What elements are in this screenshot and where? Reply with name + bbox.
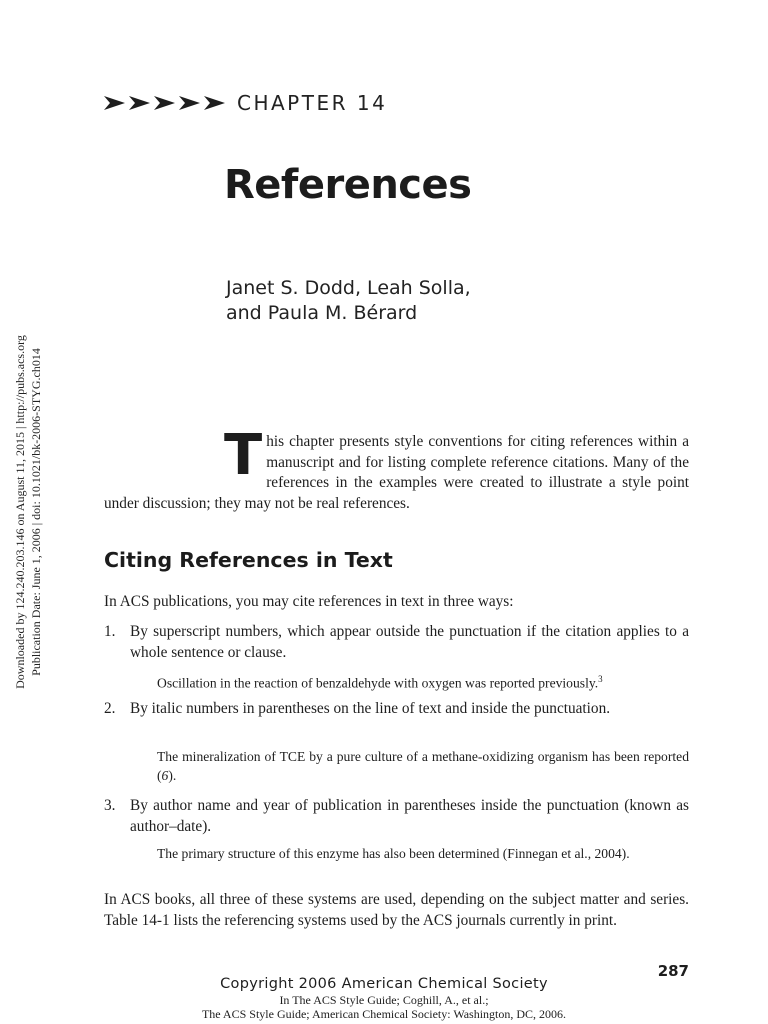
arrow-group bbox=[104, 96, 225, 110]
list-item-text: By author name and year of publication in parentheses inside the punctuation (known as author–date). bbox=[130, 797, 689, 835]
list-item-text: By superscript numbers, which appear outside the punctuation if the citation applies to a whole sentence or clause. bbox=[130, 623, 689, 661]
chapter-title: References bbox=[224, 162, 472, 208]
side-note-line-1: Downloaded by 124.240.203.146 on August 11, 2015 | http://pubs.acs.org bbox=[13, 335, 27, 689]
list-item bbox=[104, 622, 689, 663]
arrow-icon bbox=[204, 96, 225, 110]
list-item bbox=[104, 699, 689, 720]
side-note-line-2: Publication Date: June 1, 2006 | doi: 10.1021/bk-2006-STYG.ch014 bbox=[29, 348, 43, 676]
example-quote bbox=[157, 845, 689, 864]
list-item-number: 1. bbox=[104, 623, 116, 640]
footer bbox=[0, 976, 768, 1021]
authors bbox=[226, 276, 471, 326]
arrow-icon bbox=[154, 96, 175, 110]
example-text: The mineralization of TCE by a pure culture of a methane-oxidizing organism has been reported ( bbox=[157, 749, 689, 783]
arrow-icon bbox=[129, 96, 150, 110]
closing-paragraph: In ACS books, all three of these systems are used, depending on the subject matter and series. Table 14-1 lists the referencing systems used by the ACS journals currently in print. bbox=[104, 891, 689, 929]
arrow-icon bbox=[104, 96, 125, 110]
arrow-icon bbox=[179, 96, 200, 110]
list-item-number: 2. bbox=[104, 700, 116, 717]
example-text: The primary structure of this enzyme has also been determined (Finnegan et al., 2004). bbox=[157, 846, 630, 861]
drop-cap: T bbox=[224, 423, 263, 488]
chapter-label: CHAPTER 14 bbox=[237, 91, 388, 115]
copyright-line: Copyright 2006 American Chemical Society bbox=[220, 976, 548, 992]
section-heading: Citing References in Text bbox=[104, 548, 393, 572]
list-item-number: 3. bbox=[104, 797, 116, 814]
footer-line-3: The ACS Style Guide; American Chemical Society: Washington, DC, 2006. bbox=[201, 1007, 567, 1021]
example-italic-number: 6 bbox=[161, 767, 169, 783]
example-superscript: 3 bbox=[598, 674, 603, 684]
authors-line-2: and Paula M. Bérard bbox=[226, 302, 418, 324]
list-item bbox=[104, 796, 689, 837]
example-text-end: ). bbox=[168, 767, 177, 783]
intro-text: his chapter presents style conventions for citing references within a manuscript and for listing complete reference citations. Many of the references in the examples were created to illustrate a style point under discussion; they may not be real references. bbox=[104, 433, 689, 512]
section-lead: In ACS publications, you may cite references in text in three ways: bbox=[104, 593, 514, 610]
page-number: 287 bbox=[657, 962, 689, 980]
example-quote bbox=[157, 748, 689, 785]
footer-line-2: In The ACS Style Guide; Coghill, A., et al.; bbox=[279, 993, 489, 1007]
download-side-note bbox=[12, 332, 44, 692]
intro-paragraph bbox=[104, 423, 689, 514]
chapter-header bbox=[104, 88, 387, 118]
example-text: Oscillation in the reaction of benzaldehyde with oxygen was reported previously. bbox=[157, 675, 599, 691]
authors-line-1: Janet S. Dodd, Leah Solla, bbox=[226, 277, 471, 299]
list-item-text: By italic numbers in parentheses on the line of text and inside the punctuation. bbox=[130, 700, 611, 717]
example-quote bbox=[157, 670, 689, 693]
